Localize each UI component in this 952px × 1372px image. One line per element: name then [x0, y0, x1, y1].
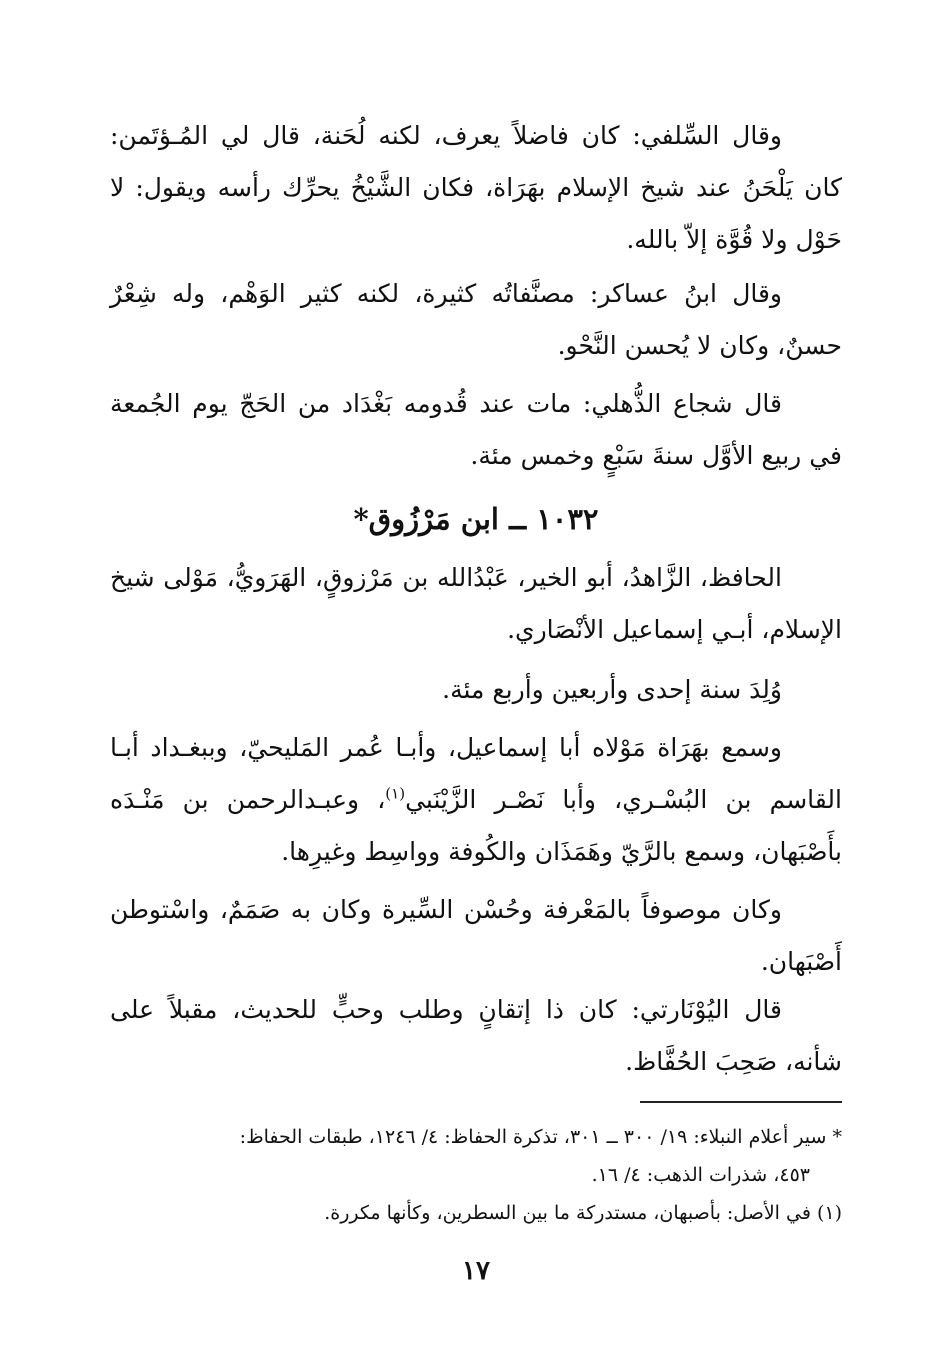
paragraph-silafi	[110, 110, 842, 266]
paragraph-biography-intro	[110, 552, 842, 656]
footnote-separator	[640, 1101, 842, 1103]
footnotes	[110, 1118, 842, 1232]
entry-title: ١٠٣٢ ــ ابن مَرْزُوق*	[353, 502, 599, 536]
paragraph-teachers	[110, 722, 842, 878]
paragraph-part: وسمع بهَرَاة مَوْلاه أبا إسماعيل، وأبـا عُمر المَليحيّ، وببغـداد أبـا القاسم بن البُسْـري، وأبا نَصْـر الزَّيْنَبي	[110, 733, 842, 814]
paragraph-part: ، وعبـدالرحمن بن مَنْـدَه بأَصْبَهان، وسمع بالرَّيّ وهَمَذَان والكُوفة وواسِط وغيرِها.	[110, 785, 842, 866]
paragraph-text: وقال ابنُ عساكر: مصنَّفاتُه كثيرة، لكنه كثير الوَهْم، وله شِعْرٌ حسنٌ، وكان لا يُحسن النَّحْو.	[110, 279, 842, 360]
paragraph-text: وكان موصوفاً بالمَعْرفة وحُسْن السِّيرة وكان به صَمَمٌ، واسْتوطن أَصْبَهان.	[110, 895, 842, 976]
paragraph-birth	[110, 664, 842, 716]
paragraph-dhuhli	[110, 378, 842, 482]
paragraph-text: الحافظ، الزَّاهدُ، أبو الخير، عَبْدُالله بن مَرْزوقٍ، الهَرَويُّ، مَوْلى شيخ الإسلام، أبـي إسماعيل الأنْصَاري.	[110, 563, 842, 644]
paragraph-text: وُلِدَ سنة إحدى وأربعين وأربع مئة.	[442, 675, 782, 704]
paragraph-text: قال شجاع الذُّهلي: مات عند قُدومه بَغْدَاد من الحَجّ يوم الجُمعة في ربيع الأوَّل سنةَ سَبْعٍ وخمس مئة.	[110, 389, 842, 470]
page-number: ١٧	[462, 1256, 490, 1286]
footnote-sources-continued: ٤٥٣، شذرات الذهب: ٤/ ١٦.	[591, 1164, 810, 1186]
footnote-1: (١) في الأصل: بأصبهان، مستدركة ما بين السطرين، وكأنها مكررة.	[324, 1202, 842, 1224]
paragraph-yunarti	[110, 984, 842, 1088]
footnote-reference: (١)	[385, 784, 406, 803]
footnote-sources: * سير أعلام النبلاء: ١٩/ ٣٠٠ ــ ٣٠١، تذكرة الحفاظ: ٤/ ١٢٤٦، طبقات الحفاظ:	[239, 1126, 842, 1148]
paragraph-description	[110, 884, 842, 988]
paragraph-text: وقال السِّلفي: كان فاضلاً يعرف، لكنه لُحَنة، قال لي المُـؤتَمن: كان يَلْحَنُ عند شيخ الإسلام بهَرَاة، فكان الشَّيْخُ يحرِّك رأسه ويقول: لا حَوْل ولا قُوَّة إلاّ بالله.	[110, 121, 842, 254]
paragraph-text: قال اليُوْنَارتي: كان ذا إتقانٍ وطلب وحبٍّ للحديث، مقبلاً على شأنه، صَحِبَ الحُفَّاظ.	[110, 995, 842, 1076]
paragraph-text	[110, 722, 842, 878]
paragraph-ibn-asakir	[110, 268, 842, 372]
